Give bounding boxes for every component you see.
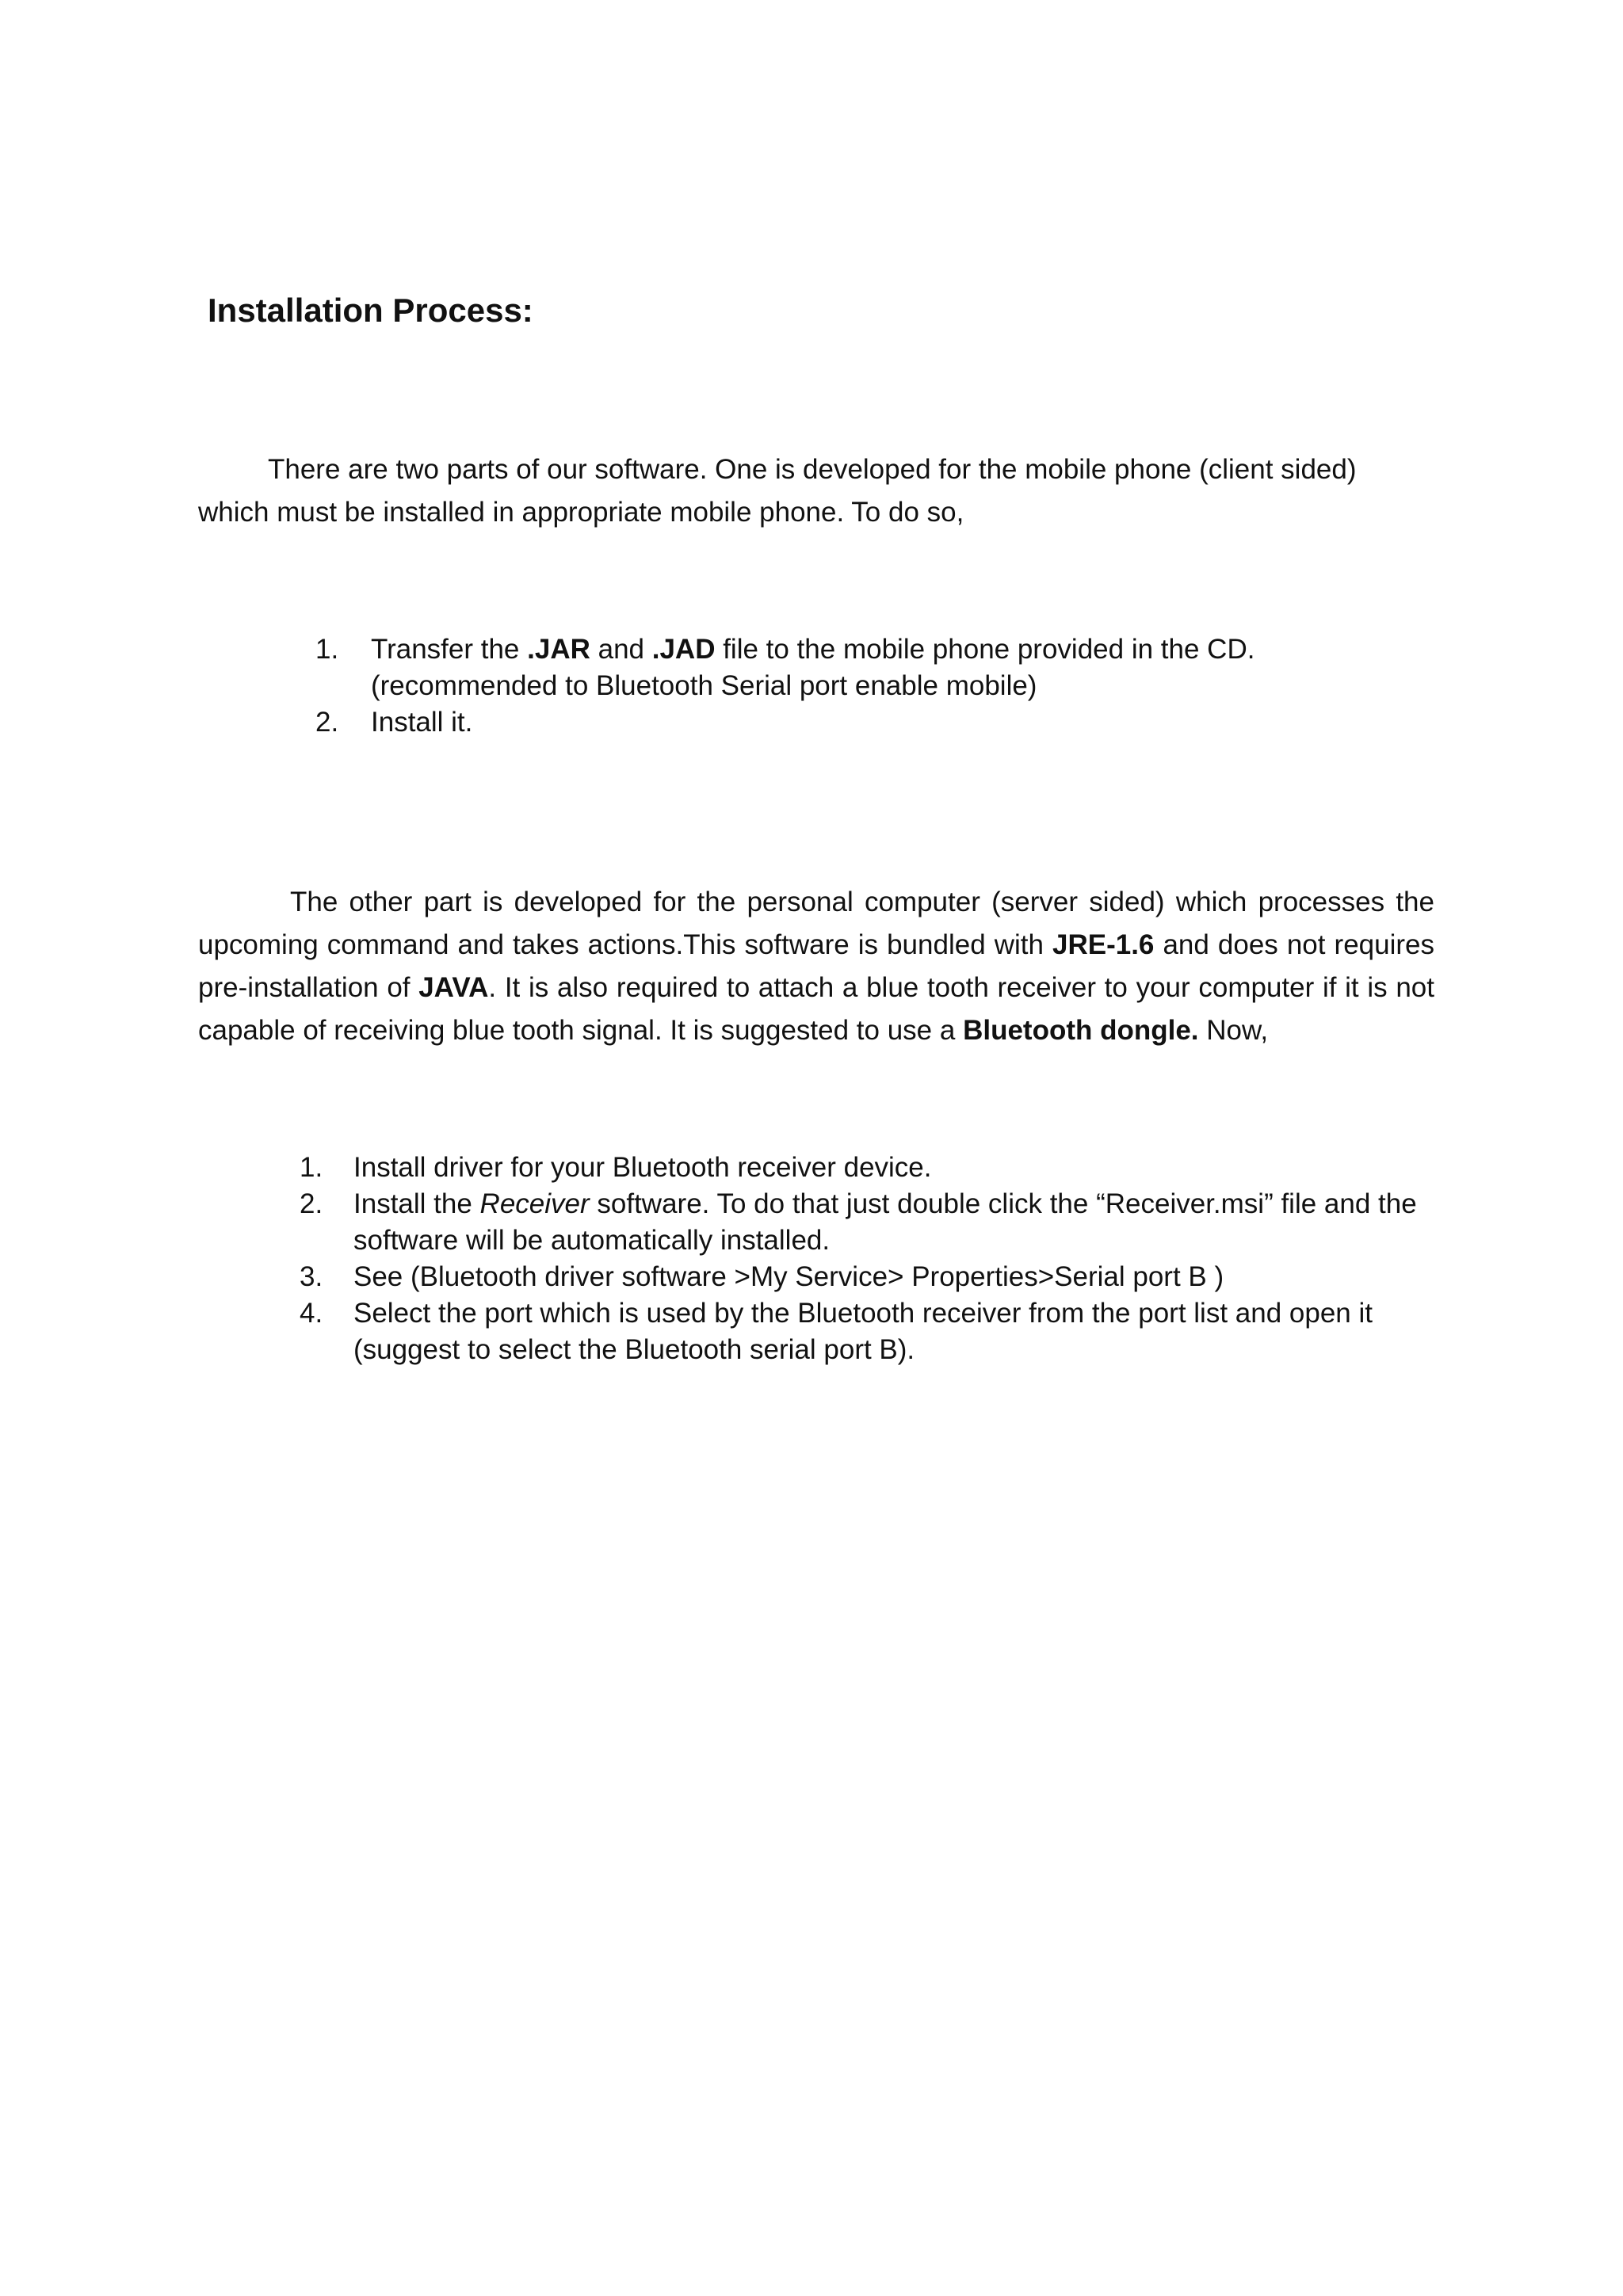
- intro-paragraph: [198, 448, 1434, 534]
- server-text: . It is also required to attach a blue tooth receiver to your computer if it is not capable of receiving blue tooth signal. It is suggested to use a: [198, 972, 1434, 1046]
- list-item: [300, 1186, 1441, 1259]
- list-number: 2.: [300, 1188, 323, 1219]
- list-item: [315, 704, 1441, 741]
- list-item: [300, 1295, 1441, 1368]
- list-item: [300, 1150, 1441, 1186]
- step-text: Install the: [353, 1188, 480, 1219]
- step-text: and: [590, 634, 652, 665]
- step-text: Transfer the: [371, 634, 528, 665]
- step-text: Select the port which is used by the Bluetooth receiver from the port list and open it (suggest to select the Bluetooth serial port B).: [353, 1298, 1373, 1365]
- receiver-name: Receiver: [479, 1188, 590, 1219]
- bluetooth-dongle: Bluetooth dongle.: [963, 1015, 1199, 1046]
- list-item: [315, 631, 1441, 704]
- step-text: See (Bluetooth driver software >My Service> Properties>Serial port B ): [353, 1261, 1224, 1292]
- step-text: Install driver for your Bluetooth receiver device.: [353, 1152, 932, 1183]
- step-text: software. To do that just double click the “Receiver.msi” file and the software will be automatically installed.: [353, 1188, 1417, 1256]
- intro-text: There are two parts of our software. One is developed for the mobile phone (client sided) which must be installed in appropriate mobile phone. To do so,: [198, 454, 1357, 528]
- server-paragraph: [198, 881, 1434, 1052]
- jad-file-name: .JAD: [651, 634, 716, 665]
- list-number: 2.: [315, 707, 339, 738]
- list-number: 4.: [300, 1298, 323, 1329]
- server-text: and does not requires pre-installation of: [198, 929, 1434, 1003]
- server-text: Now,: [1198, 1015, 1269, 1046]
- jar-file-name: .JAR: [527, 634, 590, 665]
- jre-version: JRE-1.6: [1052, 929, 1155, 960]
- list-number: 1.: [315, 634, 339, 665]
- server-text: The other part is developed for the personal computer (server sided) which processes the upcoming command and takes actions.This software is bundled with: [198, 887, 1434, 960]
- page-title: Installation Process:: [208, 292, 533, 329]
- step-text: Install it.: [371, 707, 473, 738]
- server-install-steps: [300, 1150, 1441, 1368]
- client-install-steps: [315, 631, 1441, 741]
- java-keyword: JAVA: [418, 972, 489, 1003]
- list-item: [300, 1259, 1441, 1295]
- list-number: 3.: [300, 1261, 323, 1292]
- list-number: 1.: [300, 1152, 323, 1183]
- step-text: file to the mobile phone provided in the CD.(recommended to Bluetooth Serial port enable mobile): [371, 634, 1255, 701]
